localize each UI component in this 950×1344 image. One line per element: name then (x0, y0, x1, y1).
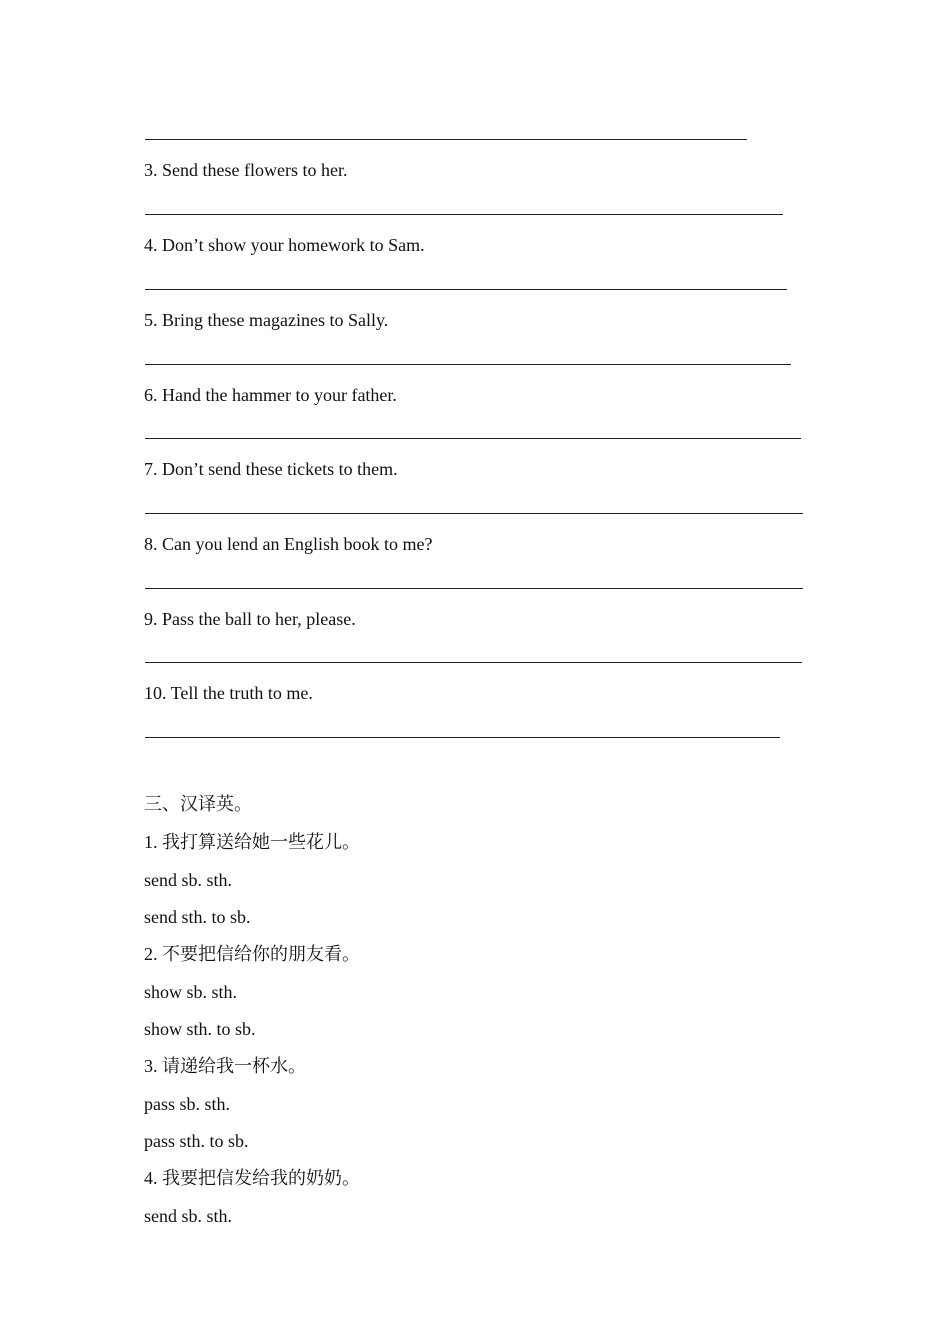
answer-line[interactable] (145, 139, 747, 140)
sentence-7: 7. Don’t send these tickets to them. (144, 459, 398, 479)
question-1-pattern-2: send sth. to sb. (144, 907, 251, 927)
question-1-prompt: 1. 我打算送给她一些花儿。 (144, 832, 360, 852)
question-2-pattern-2: show sth. to sb. (144, 1019, 256, 1039)
section-title: 三、汉译英。 (144, 794, 252, 814)
question-3-pattern-1: pass sb. sth. (144, 1094, 231, 1114)
answer-line[interactable] (145, 364, 791, 365)
question-2-pattern-1: show sb. sth. (144, 982, 238, 1002)
sentence-3: 3. Send these flowers to her. (144, 160, 348, 180)
answer-line[interactable] (145, 513, 803, 514)
answer-line[interactable] (145, 662, 802, 663)
answer-line[interactable] (145, 214, 783, 215)
answer-line[interactable] (145, 737, 780, 738)
question-2-prompt: 2. 不要把信给你的朋友看。 (144, 944, 360, 964)
question-4-pattern-1: send sb. sth. (144, 1206, 233, 1226)
sentence-10: 10. Tell the truth to me. (144, 683, 313, 703)
question-1-pattern-1: send sb. sth. (144, 870, 233, 890)
sentence-5: 5. Bring these magazines to Sally. (144, 310, 389, 330)
question-3-pattern-2: pass sth. to sb. (144, 1131, 249, 1151)
answer-line[interactable] (145, 289, 787, 290)
sentence-4: 4. Don’t show your homework to Sam. (144, 235, 425, 255)
answer-line[interactable] (145, 438, 801, 439)
question-4-prompt: 4. 我要把信发给我的奶奶。 (144, 1168, 360, 1188)
question-3-prompt: 3. 请递给我一杯水。 (144, 1056, 306, 1076)
sentence-8: 8. Can you lend an English book to me? (144, 534, 433, 554)
sentence-9: 9. Pass the ball to her, please. (144, 609, 356, 629)
answer-line[interactable] (145, 588, 803, 589)
sentence-6: 6. Hand the hammer to your father. (144, 385, 397, 405)
